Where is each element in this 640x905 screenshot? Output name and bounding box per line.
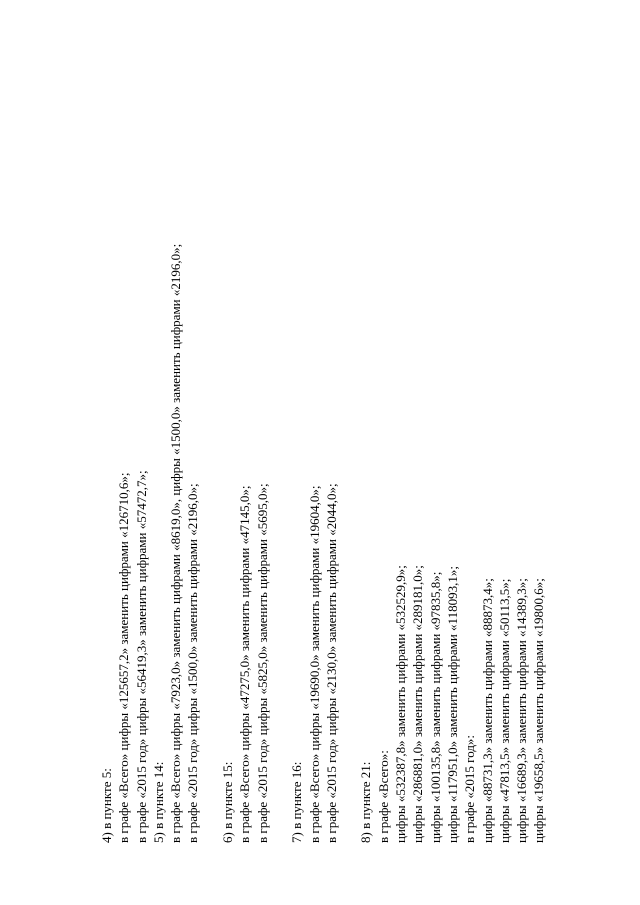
text-line: в графе «Всего» цифры «7923,0» заменить цифрами «8619,0», цифры «1500,0» заменить цифрами «2196,0»;: [168, 243, 184, 843]
paragraph-gap: [271, 83, 288, 843]
text-line: цифры «19658,5» заменить цифрами «19800,6»;: [531, 578, 547, 843]
document-page-rotated: [98, 83, 548, 843]
section-item-6: [219, 83, 271, 843]
text-line: цифры «100135,8» заменить цифрами «97835,8»;: [427, 571, 443, 843]
section-heading: 4) в пункте 5:: [99, 768, 114, 843]
section-item-4: [98, 83, 202, 843]
text-line: цифры «532387,8» заменить цифрами «532529,9»;: [393, 565, 409, 843]
section-heading: 6) в пункте 15:: [220, 761, 236, 843]
text-line: в графе «Всего» цифры «47275,0» заменить цифрами «47145,0»;: [237, 485, 253, 843]
text-line: цифры «88731,3» заменить цифрами «88873,4»;: [479, 578, 495, 843]
section-heading: 7) в пункте 16:: [289, 761, 305, 843]
text-line: цифры «117951,0» заменить цифрами «118093,1»;: [444, 566, 460, 843]
text-line: в графе «2015 год»:: [462, 734, 478, 843]
paragraph-gap: [202, 83, 219, 843]
text-line: в графе «2015 год» цифры «56419,3» заменить цифрами «57472,7»;: [133, 470, 149, 843]
section-item-8: [357, 83, 547, 843]
text-line: в графе «Всего» цифры «125657,2» заменить цифрами «126710,6»;: [116, 472, 132, 843]
text-line: в графе «2015 год» цифры «5825,0» заменить цифрами «5695,0»;: [254, 483, 270, 843]
text-line: цифры «47813,5» заменить цифрами «50113,5»;: [496, 578, 512, 843]
text-line: цифры «286881,0» заменить цифрами «289181,0»;: [410, 565, 426, 843]
text-line: в графе «2015 год» цифры «2130,0» заменить цифрами «2044,0»;: [323, 483, 339, 843]
section-heading: 5) в пункте 14:: [150, 761, 166, 843]
paragraph-gap: [340, 83, 357, 843]
section-item-7: [288, 83, 340, 843]
section-heading: 8) в пункте 21:: [358, 761, 374, 843]
text-line: в графе «Всего» цифры «19690,0» заменить цифрами «19604,0»;: [306, 485, 322, 843]
text-line: цифры «16689,3» заменить цифрами «14389,3»;: [514, 578, 530, 843]
text-line: в графе «Всего»:: [375, 750, 391, 843]
text-line: в графе «2015 год» цифры «1500,0» заменить цифрами «2196,0»;: [185, 483, 201, 843]
